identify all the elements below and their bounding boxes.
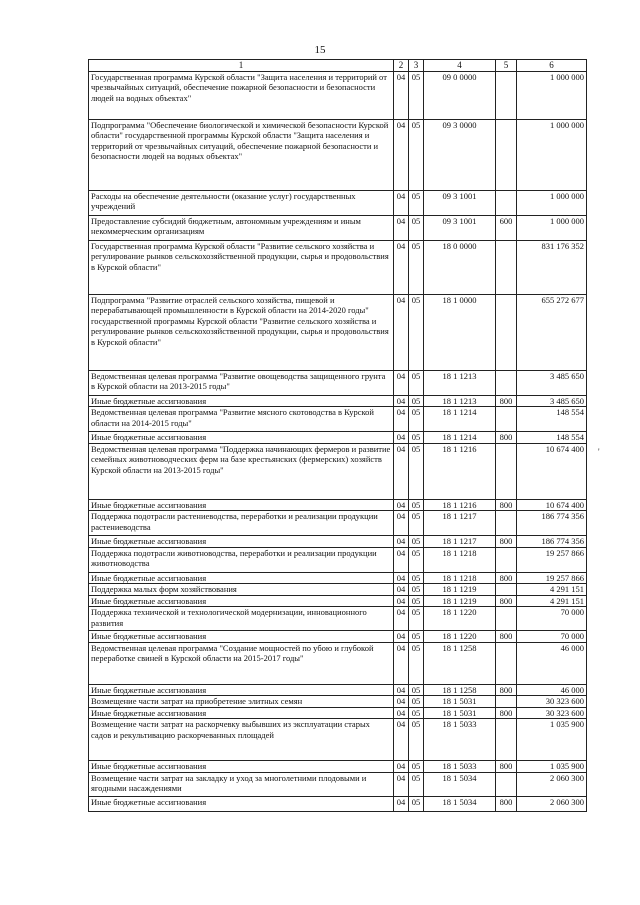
row-expense-type xyxy=(496,607,517,631)
table-row xyxy=(89,443,587,499)
row-name: Поддержка подотрасли животноводства, переработки и реализации продукции животноводства xyxy=(89,547,394,572)
row-target-article: 09 0 0000 xyxy=(424,71,496,119)
row-target-article: 18 1 1217 xyxy=(424,536,496,548)
row-expense-type xyxy=(496,584,517,596)
row-amount: 19 257 866 xyxy=(517,572,587,584)
row-name: Иные бюджетные ассигнования xyxy=(89,761,394,773)
row-section: 04 xyxy=(394,584,409,596)
row-amount: 3 485 650 xyxy=(517,395,587,407)
row-target-article: 18 1 1213 xyxy=(424,370,496,395)
row-subsection: 05 xyxy=(409,536,424,548)
row-amount: 70 000 xyxy=(517,607,587,631)
table-row xyxy=(89,595,587,607)
row-subsection: 05 xyxy=(409,696,424,708)
table-row xyxy=(89,761,587,773)
table-row xyxy=(89,432,587,444)
row-name: Государственная программа Курской области "Защита населения и территорий от чрезвычайных ситуаций, обеспечение пожарной безопасности и безопасности людей на водных объектах" xyxy=(89,71,394,119)
table-row xyxy=(89,547,587,572)
table-row xyxy=(89,607,587,631)
row-subsection: 05 xyxy=(409,240,424,294)
row-name: Ведомственная целевая программа "Развитие мясного скотоводства в Курской области на 2014-2015 годы" xyxy=(89,407,394,432)
row-subsection: 05 xyxy=(409,119,424,190)
row-expense-type: 800 xyxy=(496,536,517,548)
row-amount: 1 000 000 xyxy=(517,190,587,215)
row-expense-type: 800 xyxy=(496,595,517,607)
row-target-article: 18 1 1218 xyxy=(424,572,496,584)
row-target-article: 18 1 5034 xyxy=(424,772,496,796)
table-row xyxy=(89,642,587,684)
row-section: 04 xyxy=(394,707,409,719)
row-expense-type xyxy=(496,772,517,796)
table-row xyxy=(89,240,587,294)
row-name: Ведомственная целевая программа "Поддержка начинающих фермеров и развитие семейных животноводческих ферм на базе крестьянских (фермерских) хозяйств Курской области на 2013-2015 годы" xyxy=(89,443,394,499)
row-expense-type xyxy=(496,547,517,572)
row-subsection: 05 xyxy=(409,607,424,631)
row-section: 04 xyxy=(394,631,409,643)
row-section: 04 xyxy=(394,684,409,696)
row-name: Поддержка технической и технологической модернизации, инновационного развития xyxy=(89,607,394,631)
row-amount: 2 060 300 xyxy=(517,772,587,796)
row-section: 04 xyxy=(394,432,409,444)
row-expense-type: 800 xyxy=(496,572,517,584)
row-name: Ведомственная целевая программа "Создание мощностей по убою и глубокой переработке свиней в Курской области на 2015-2017 годы" xyxy=(89,642,394,684)
table-row xyxy=(89,294,587,370)
row-name: Возмещение части затрат на раскорчевку выбывших из эксплуатации старых садов и рекультивацию раскорчеванных площадей xyxy=(89,719,394,761)
row-amount: 1 035 900 xyxy=(517,761,587,773)
row-name: Иные бюджетные ассигнования xyxy=(89,536,394,548)
row-name: Подпрограмма "Обеспечение биологической и химической безопасности Курской области" государственной программы Курской области "Защита населения и территорий от чрезвычайных ситуаций, обеспечение пожарной безопасности и безопасности людей на водных объектах" xyxy=(89,119,394,190)
row-name: Иные бюджетные ассигнования xyxy=(89,395,394,407)
row-name: Государственная программа Курской области "Развитие сельского хозяйства и регулирование рынков сельскохозяйственной продукции, сырья и продовольствия в Курской области" xyxy=(89,240,394,294)
row-subsection: 05 xyxy=(409,370,424,395)
page-number: 15 xyxy=(314,44,326,56)
table-row xyxy=(89,684,587,696)
row-amount: 655 272 677 xyxy=(517,294,587,370)
table-row xyxy=(89,511,587,536)
row-section: 04 xyxy=(394,719,409,761)
row-name: Возмещение части затрат на приобретение элитных семян xyxy=(89,696,394,708)
row-amount: 148 554 xyxy=(517,407,587,432)
row-expense-type xyxy=(496,696,517,708)
row-amount: 186 774 356 xyxy=(517,511,587,536)
row-target-article: 18 1 1220 xyxy=(424,631,496,643)
row-expense-type xyxy=(496,407,517,432)
row-amount: 1 000 000 xyxy=(517,119,587,190)
row-section: 04 xyxy=(394,443,409,499)
row-expense-type: 800 xyxy=(496,631,517,643)
row-target-article: 18 1 5033 xyxy=(424,761,496,773)
row-target-article: 18 1 1219 xyxy=(424,584,496,596)
column-header: 1 xyxy=(89,60,394,72)
row-expense-type: 600 xyxy=(496,215,517,240)
stray-mark: ' xyxy=(598,447,600,457)
column-header: 4 xyxy=(424,60,496,72)
row-expense-type xyxy=(496,190,517,215)
row-name: Иные бюджетные ассигнования xyxy=(89,572,394,584)
row-subsection: 05 xyxy=(409,595,424,607)
row-expense-type xyxy=(496,443,517,499)
row-subsection: 05 xyxy=(409,707,424,719)
row-target-article: 18 1 1258 xyxy=(424,642,496,684)
row-amount: 148 554 xyxy=(517,432,587,444)
row-amount: 70 000 xyxy=(517,631,587,643)
row-section: 04 xyxy=(394,395,409,407)
row-amount: 46 000 xyxy=(517,684,587,696)
table-row xyxy=(89,395,587,407)
row-expense-type xyxy=(496,511,517,536)
row-target-article: 09 3 1001 xyxy=(424,215,496,240)
row-subsection: 05 xyxy=(409,215,424,240)
row-subsection: 05 xyxy=(409,547,424,572)
row-amount: 4 291 151 xyxy=(517,595,587,607)
row-name: Иные бюджетные ассигнования xyxy=(89,499,394,511)
row-section: 04 xyxy=(394,595,409,607)
row-subsection: 05 xyxy=(409,395,424,407)
row-subsection: 05 xyxy=(409,572,424,584)
row-name: Поддержка малых форм хозяйствования xyxy=(89,584,394,596)
row-amount: 2 060 300 xyxy=(517,796,587,811)
table-row xyxy=(89,71,587,119)
row-section: 04 xyxy=(394,511,409,536)
row-section: 04 xyxy=(394,642,409,684)
table-row xyxy=(89,572,587,584)
table-row xyxy=(89,772,587,796)
row-section: 04 xyxy=(394,407,409,432)
row-target-article: 18 1 1217 xyxy=(424,511,496,536)
table-row xyxy=(89,584,587,596)
row-subsection: 05 xyxy=(409,511,424,536)
row-target-article: 09 3 0000 xyxy=(424,119,496,190)
row-subsection: 05 xyxy=(409,294,424,370)
row-amount: 19 257 866 xyxy=(517,547,587,572)
row-name: Возмещение части затрат на закладку и уход за многолетними плодовыми и ягодными насаждениями xyxy=(89,772,394,796)
row-subsection: 05 xyxy=(409,443,424,499)
row-amount: 3 485 650 xyxy=(517,370,587,395)
row-section: 04 xyxy=(394,572,409,584)
budget-table xyxy=(88,59,587,812)
row-section: 04 xyxy=(394,547,409,572)
row-section: 04 xyxy=(394,796,409,811)
row-subsection: 05 xyxy=(409,761,424,773)
row-expense-type xyxy=(496,71,517,119)
row-subsection: 05 xyxy=(409,432,424,444)
table-row xyxy=(89,696,587,708)
header-row xyxy=(89,60,587,72)
row-expense-type xyxy=(496,294,517,370)
row-target-article: 18 1 1258 xyxy=(424,684,496,696)
row-expense-type: 800 xyxy=(496,707,517,719)
row-target-article: 18 1 5034 xyxy=(424,796,496,811)
row-name: Предоставление субсидий бюджетным, автономным учреждениям и иным некоммерческим организациям xyxy=(89,215,394,240)
row-name: Иные бюджетные ассигнования xyxy=(89,684,394,696)
row-section: 04 xyxy=(394,607,409,631)
row-subsection: 05 xyxy=(409,584,424,596)
row-expense-type xyxy=(496,240,517,294)
row-amount: 46 000 xyxy=(517,642,587,684)
row-target-article: 18 1 1220 xyxy=(424,607,496,631)
table-row xyxy=(89,370,587,395)
row-section: 04 xyxy=(394,240,409,294)
row-target-article: 18 1 5033 xyxy=(424,719,496,761)
row-subsection: 05 xyxy=(409,407,424,432)
row-section: 04 xyxy=(394,772,409,796)
row-amount: 4 291 151 xyxy=(517,584,587,596)
row-amount: 10 674 400 xyxy=(517,499,587,511)
row-section: 04 xyxy=(394,370,409,395)
row-target-article: 18 1 1219 xyxy=(424,595,496,607)
table-row xyxy=(89,707,587,719)
row-expense-type: 800 xyxy=(496,432,517,444)
row-amount: 186 774 356 xyxy=(517,536,587,548)
row-section: 04 xyxy=(394,761,409,773)
row-name: Расходы на обеспечение деятельности (оказание услуг) государственных учреждений xyxy=(89,190,394,215)
row-target-article: 18 1 1216 xyxy=(424,499,496,511)
row-expense-type: 800 xyxy=(496,499,517,511)
row-subsection: 05 xyxy=(409,684,424,696)
row-subsection: 05 xyxy=(409,499,424,511)
row-name: Подпрограмма "Развитие отраслей сельского хозяйства, пищевой и перерабатывающей промышленности в Курской области на 2014-2020 годы" государственной программы Курской области "Развитие сельского хозяйства и регулирование рынков сельскохозяйственной продукции, сырья и продовольствия в Курской области" xyxy=(89,294,394,370)
row-section: 04 xyxy=(394,215,409,240)
column-header: 6 xyxy=(517,60,587,72)
row-amount: 831 176 352 xyxy=(517,240,587,294)
row-target-article: 18 0 0000 xyxy=(424,240,496,294)
row-expense-type xyxy=(496,719,517,761)
table-row xyxy=(89,190,587,215)
row-target-article: 18 1 0000 xyxy=(424,294,496,370)
row-name: Иные бюджетные ассигнования xyxy=(89,595,394,607)
row-amount: 1 000 000 xyxy=(517,71,587,119)
column-header: 3 xyxy=(409,60,424,72)
table-row xyxy=(89,407,587,432)
table-row xyxy=(89,631,587,643)
row-section: 04 xyxy=(394,190,409,215)
row-name: Иные бюджетные ассигнования xyxy=(89,432,394,444)
row-section: 04 xyxy=(394,119,409,190)
table-row xyxy=(89,499,587,511)
row-amount: 10 674 400 xyxy=(517,443,587,499)
row-section: 04 xyxy=(394,536,409,548)
row-subsection: 05 xyxy=(409,190,424,215)
table-row xyxy=(89,119,587,190)
row-name: Иные бюджетные ассигнования xyxy=(89,707,394,719)
row-subsection: 05 xyxy=(409,796,424,811)
row-amount: 1 000 000 xyxy=(517,215,587,240)
row-target-article: 18 1 1213 xyxy=(424,395,496,407)
row-target-article: 18 1 5031 xyxy=(424,707,496,719)
column-header: 5 xyxy=(496,60,517,72)
row-expense-type: 800 xyxy=(496,684,517,696)
row-target-article: 18 1 1218 xyxy=(424,547,496,572)
row-expense-type xyxy=(496,119,517,190)
row-name: Ведомственная целевая программа "Развитие овощеводства защищенного грунта в Курской области на 2013-2015 годы" xyxy=(89,370,394,395)
row-amount: 30 323 600 xyxy=(517,707,587,719)
row-amount: 1 035 900 xyxy=(517,719,587,761)
row-name: Иные бюджетные ассигнования xyxy=(89,796,394,811)
row-section: 04 xyxy=(394,696,409,708)
table-row xyxy=(89,796,587,811)
row-subsection: 05 xyxy=(409,772,424,796)
row-name: Поддержка подотрасли растениеводства, переработки и реализации продукции растениеводства xyxy=(89,511,394,536)
row-section: 04 xyxy=(394,71,409,119)
row-subsection: 05 xyxy=(409,71,424,119)
column-header: 2 xyxy=(394,60,409,72)
table-row xyxy=(89,536,587,548)
row-expense-type: 800 xyxy=(496,761,517,773)
row-expense-type xyxy=(496,642,517,684)
table-row xyxy=(89,215,587,240)
row-name: Иные бюджетные ассигнования xyxy=(89,631,394,643)
row-target-article: 18 1 5031 xyxy=(424,696,496,708)
row-expense-type: 800 xyxy=(496,395,517,407)
row-expense-type xyxy=(496,370,517,395)
row-subsection: 05 xyxy=(409,719,424,761)
row-target-article: 18 1 1214 xyxy=(424,407,496,432)
row-subsection: 05 xyxy=(409,631,424,643)
row-section: 04 xyxy=(394,294,409,370)
row-target-article: 18 1 1216 xyxy=(424,443,496,499)
row-section: 04 xyxy=(394,499,409,511)
row-amount: 30 323 600 xyxy=(517,696,587,708)
row-target-article: 18 1 1214 xyxy=(424,432,496,444)
row-target-article: 09 3 1001 xyxy=(424,190,496,215)
row-subsection: 05 xyxy=(409,642,424,684)
table-row xyxy=(89,719,587,761)
row-expense-type: 800 xyxy=(496,796,517,811)
